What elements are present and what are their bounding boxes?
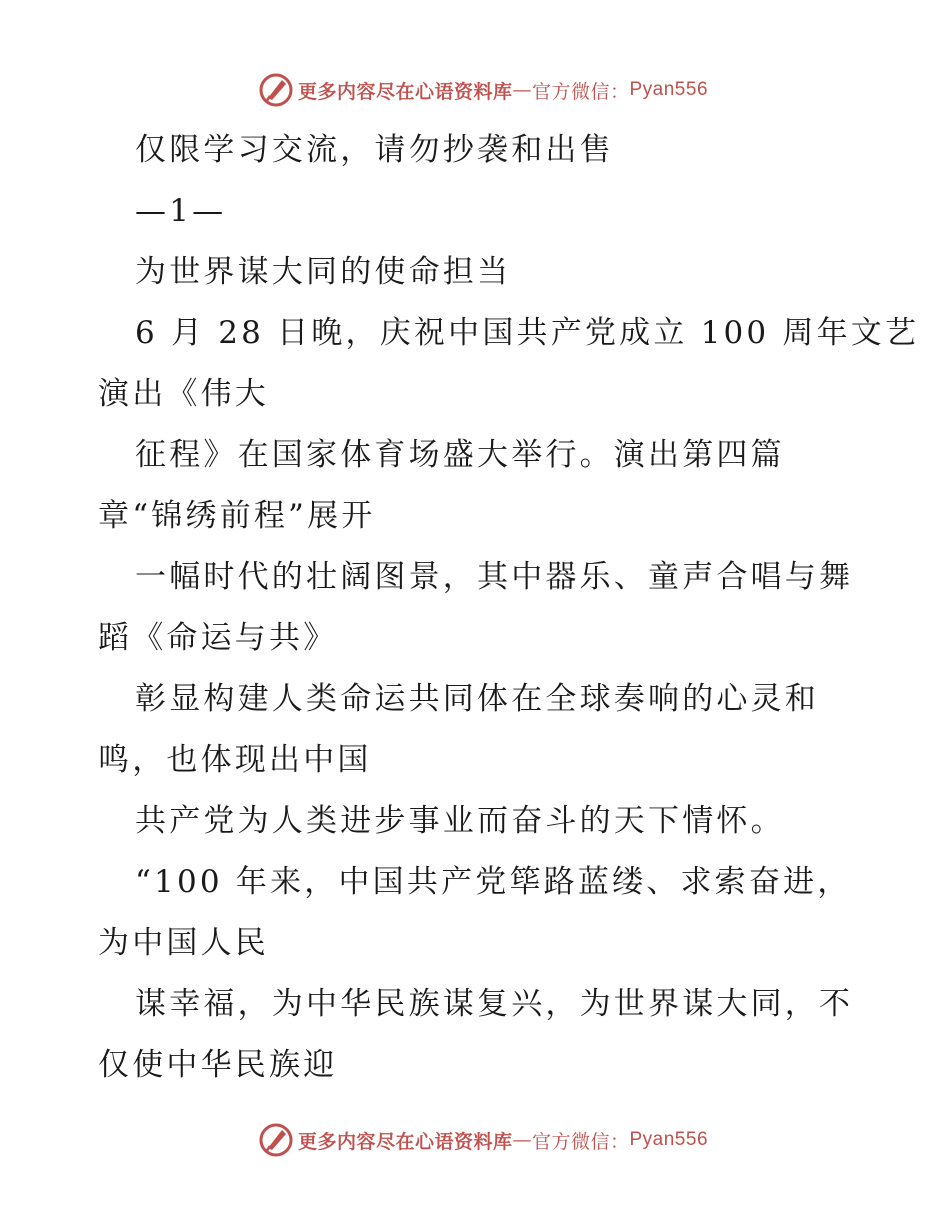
- quill-logo-icon: [258, 1122, 294, 1158]
- watermark-official-label: 官方微信：: [531, 1130, 630, 1153]
- quill-logo-icon: [258, 72, 294, 108]
- watermark-separator: —: [512, 79, 532, 101]
- text-line: 一幅时代的壮阔图景，其中器乐、童声合唱与舞: [135, 559, 854, 595]
- text-line: 为中国人民: [98, 925, 269, 961]
- text-line: 谋幸福，为中华民族谋复兴，为世界谋大同，不: [135, 986, 854, 1022]
- document-body: [98, 120, 920, 1096]
- watermark-official-label: 官方微信：: [531, 80, 630, 103]
- watermark-site-name: 更多内容尽在心语资料库: [297, 80, 513, 103]
- text-line: —1—: [135, 193, 227, 229]
- watermark-wechat-id: Pyan556: [629, 79, 709, 100]
- text-line: 为世界谋大同的使命担当: [135, 254, 512, 290]
- footer-watermark: [0, 1120, 950, 1160]
- text-line: 征程》在国家体育场盛大举行。演出第四篇: [135, 437, 785, 473]
- text-line: “100 年来，中国共产党筚路蓝缕、求索奋进，: [135, 864, 852, 900]
- text-line: 仅使中华民族迎: [98, 1047, 338, 1083]
- text-line: 章“锦绣前程”展开: [98, 498, 376, 534]
- watermark-wechat-id: Pyan556: [629, 1129, 709, 1150]
- text-line: 蹈《命运与共》: [98, 620, 338, 656]
- header-watermark: [0, 70, 950, 110]
- text-line: 仅限学习交流，请勿抄袭和出售: [135, 132, 614, 168]
- text-line: 6 月 28 日晚，庆祝中国共产党成立 100 周年文艺: [135, 315, 920, 351]
- text-line: 彰显构建人类命运共同体在全球奏响的心灵和: [135, 681, 819, 717]
- text-line: 演出《伟大: [98, 376, 269, 412]
- watermark-site-name: 更多内容尽在心语资料库: [297, 1130, 513, 1153]
- watermark-separator: —: [512, 1129, 532, 1151]
- text-line: 鸣，也体现出中国: [98, 742, 372, 778]
- text-line: 共产党为人类进步事业而奋斗的天下情怀。: [135, 803, 785, 839]
